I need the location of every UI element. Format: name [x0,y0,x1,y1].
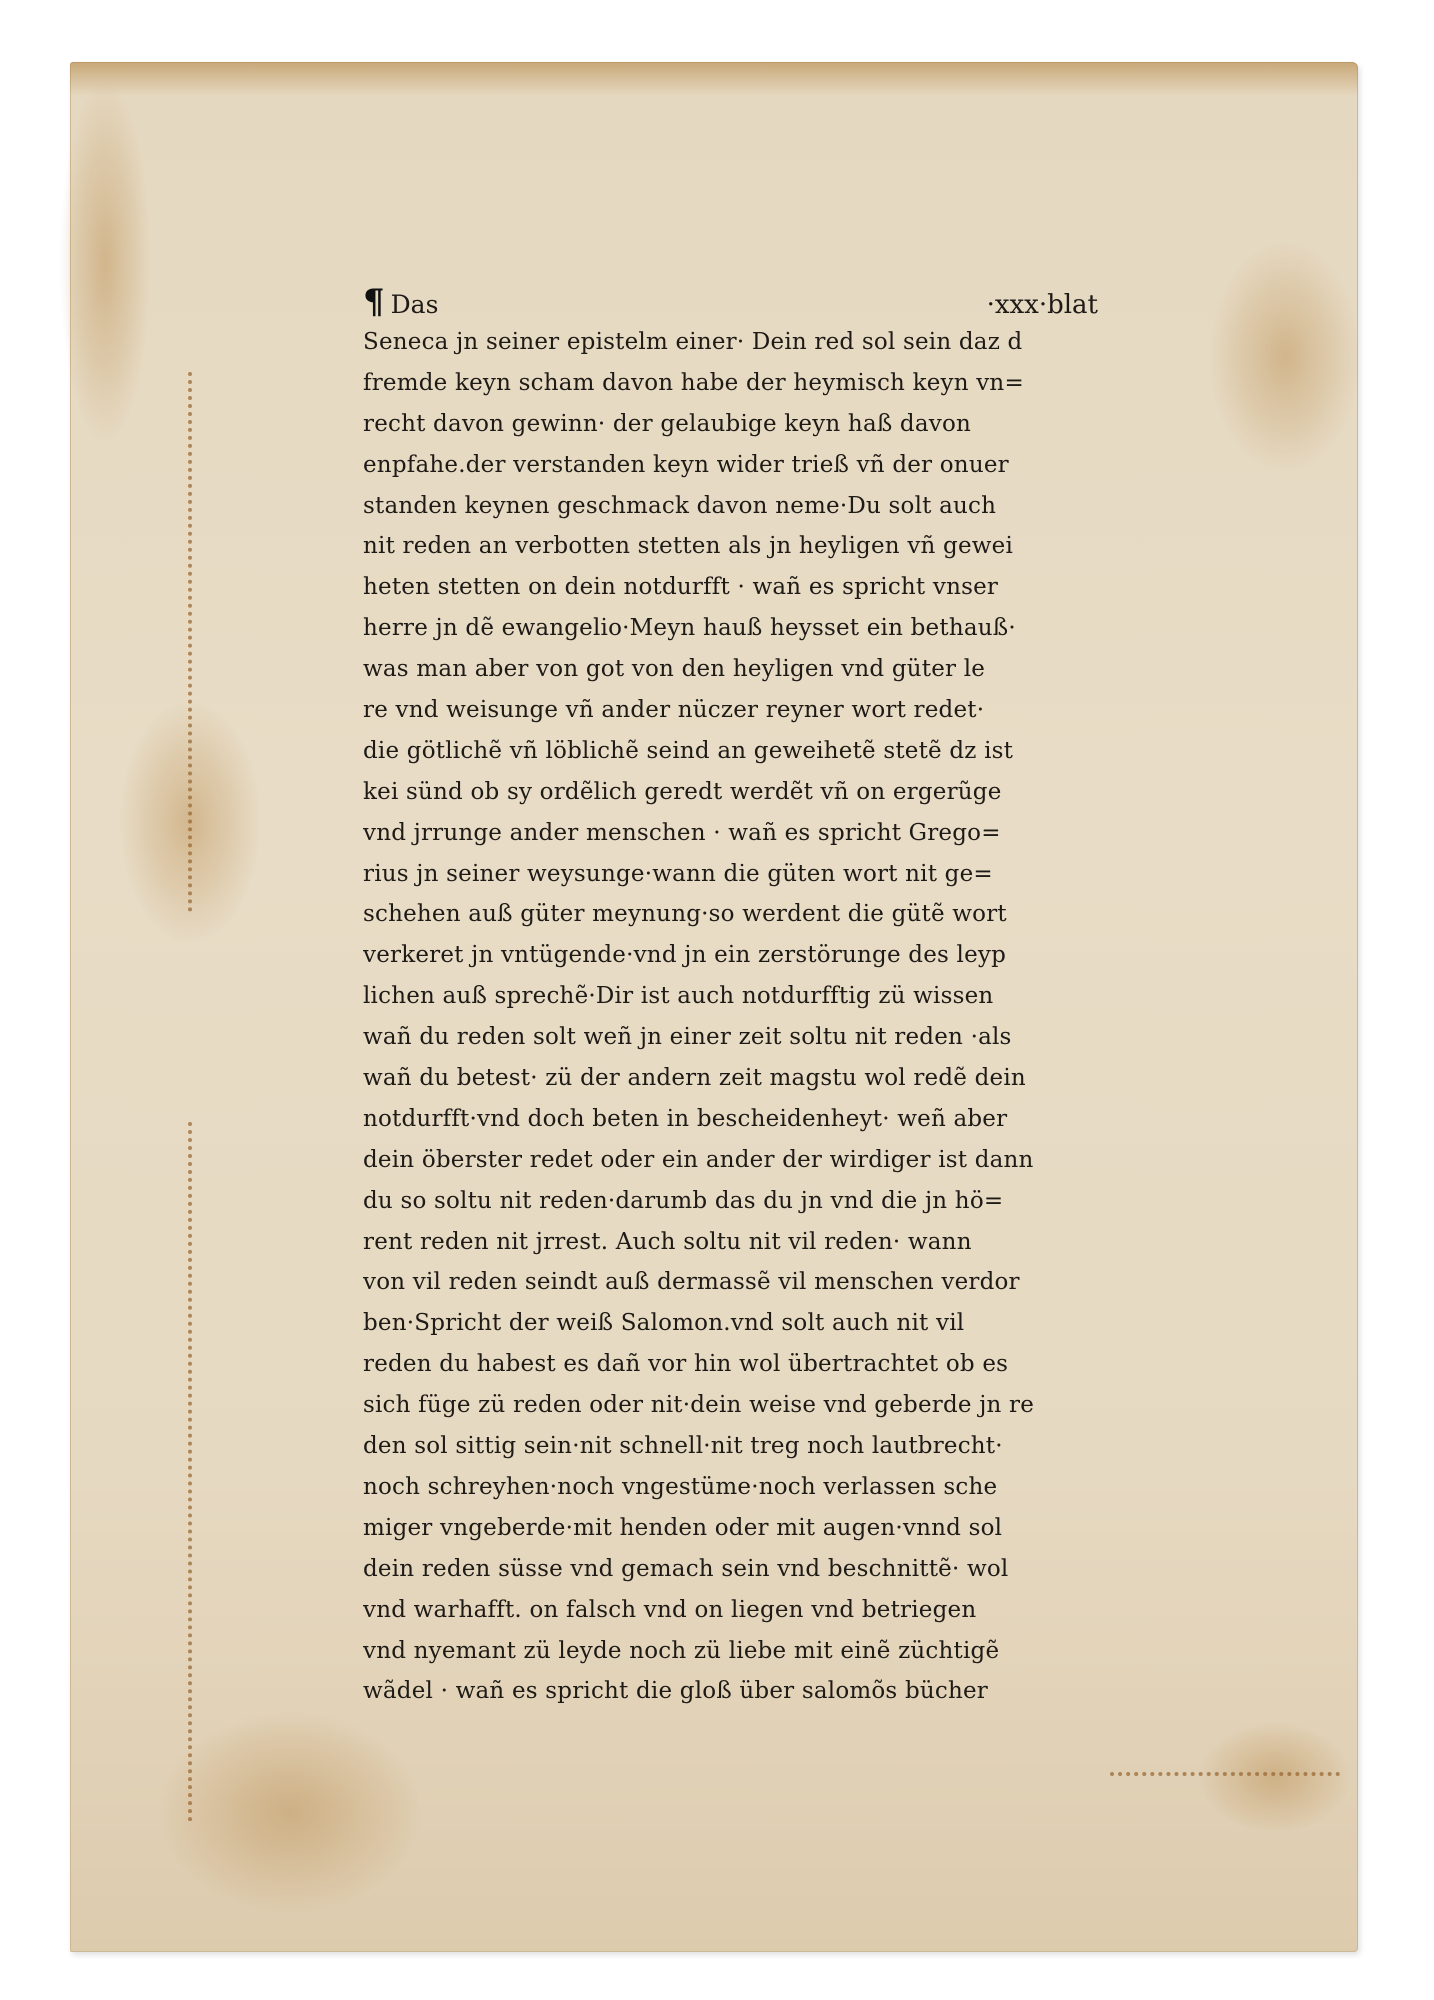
text-line: ben·Spricht der weiß Salomon.vnd solt auch nit vil [363,1310,965,1337]
text-line: enpfahe.der verstanden keyn wider trieß vñ der onuer [363,451,1009,478]
text-line: notdurfft·vnd doch beten in bescheidenheyt· weñ aber [363,1105,1008,1132]
top-edge-stain [70,62,1358,96]
text-line: den sol sittig sein·nit schnell·nit treg noch lautbrecht· [363,1433,1003,1460]
text-line: wañ du betest· zü der andern zeit magstu wol redẽ dein [363,1065,1026,1092]
text-line: verkeret jn vntügende·vnd jn ein zerstörunge des leyp [363,942,1007,969]
text-line: Seneca jn seiner epistelm einer· Dein red sol sein daz d [363,329,1023,355]
text-line: nit reden an verbotten stetten als jn heyligen vñ gewei [363,533,1014,560]
text-line: wãdel · wañ es spricht die gloß über salomõs bücher [363,1678,988,1705]
text-line: sich füge zü reden oder nit·dein weise vnd geberde jn re [363,1392,1035,1419]
text-line: dein öberster redet oder ein ander der wirdiger ist dann [363,1146,1034,1173]
text-line: dein reden süsse vnd gemach sein vnd beschnittẽ· wol [363,1555,1009,1582]
text-line: heten stetten on dein notdurfft · wañ es spricht vnser [363,574,999,601]
left-margin-wormholes-upper [188,372,196,912]
text-line: von vil reden seindt auß dermassẽ vil menschen verdor [363,1269,1020,1296]
text-line: miger vngeberde·mit henden oder mit augen·vnnd sol [363,1514,1003,1541]
text-line: noch schreyhen·noch vngestüme·noch verlassen sche [363,1473,998,1500]
text-line: schehen auß güter meynung·so werdent die gütẽ wort [363,901,1007,928]
page-header [363,282,1193,322]
text-line: rius jn seiner weysunge·wann die güten wort nit ge= [363,860,993,887]
pilcrow-mark: ¶ [363,282,385,322]
text-line: vnd jrrunge ander menschen · wañ es spricht Grego= [363,819,1001,846]
text-line: du so soltu nit reden·darumb das du jn vnd die jn hö= [363,1187,1004,1214]
text-line: was man aber von got von den heyligen vnd güter le [363,656,986,683]
chapter-heading [363,282,438,325]
heading-word: Das [390,290,439,319]
text-line: re vnd weisunge vñ ander nüczer reyner wort redet· [363,697,985,724]
text-line: rent reden nit jrrest. Auch soltu nit vil reden· wann [363,1228,972,1255]
printed-text-block [363,282,1193,1712]
bottom-right-wormholes [1110,1772,1340,1776]
text-line: lichen auß sprechẽ·Dir ist auch notdurfftig zü wissen [363,983,994,1010]
text-line: herre jn dẽ ewangelio·Meyn hauß heysset ein bethauß· [363,615,1016,642]
text-line: fremde keyn scham davon habe der heymisch keyn vn= [363,369,1024,396]
text-line: reden du habest es dañ vor hin wol übertrachtet ob es [363,1351,1009,1378]
text-line: recht davon gewinn· der gelaubige keyn haß davon [363,410,972,437]
text-line: standen keynen geschmack davon neme·Du solt auch [363,492,997,519]
folio-number: ·xxx·blat [986,290,1098,320]
text-line: kei sünd ob sy ordẽlich geredt werdẽt vñ on ergerũge [363,778,1002,805]
text-line: vnd warhafft. on falsch vnd on liegen vnd betriegen [363,1596,977,1623]
text-line: die götlichẽ vñ löblichẽ seind an geweihetẽ stetẽ dz ist [363,737,1014,764]
text-line: wañ du reden solt weñ jn einer zeit soltu nit reden ·als [363,1024,1012,1051]
stain-top-right [1210,242,1360,472]
left-margin-wormholes-lower [188,1122,196,1822]
stain-bottom-right [1200,1722,1350,1832]
stain-bottom-left [160,1712,420,1912]
stain-top-left [60,82,150,442]
text-line: vnd nyemant zü leyde noch zü liebe mit einẽ züchtigẽ [363,1637,1000,1664]
